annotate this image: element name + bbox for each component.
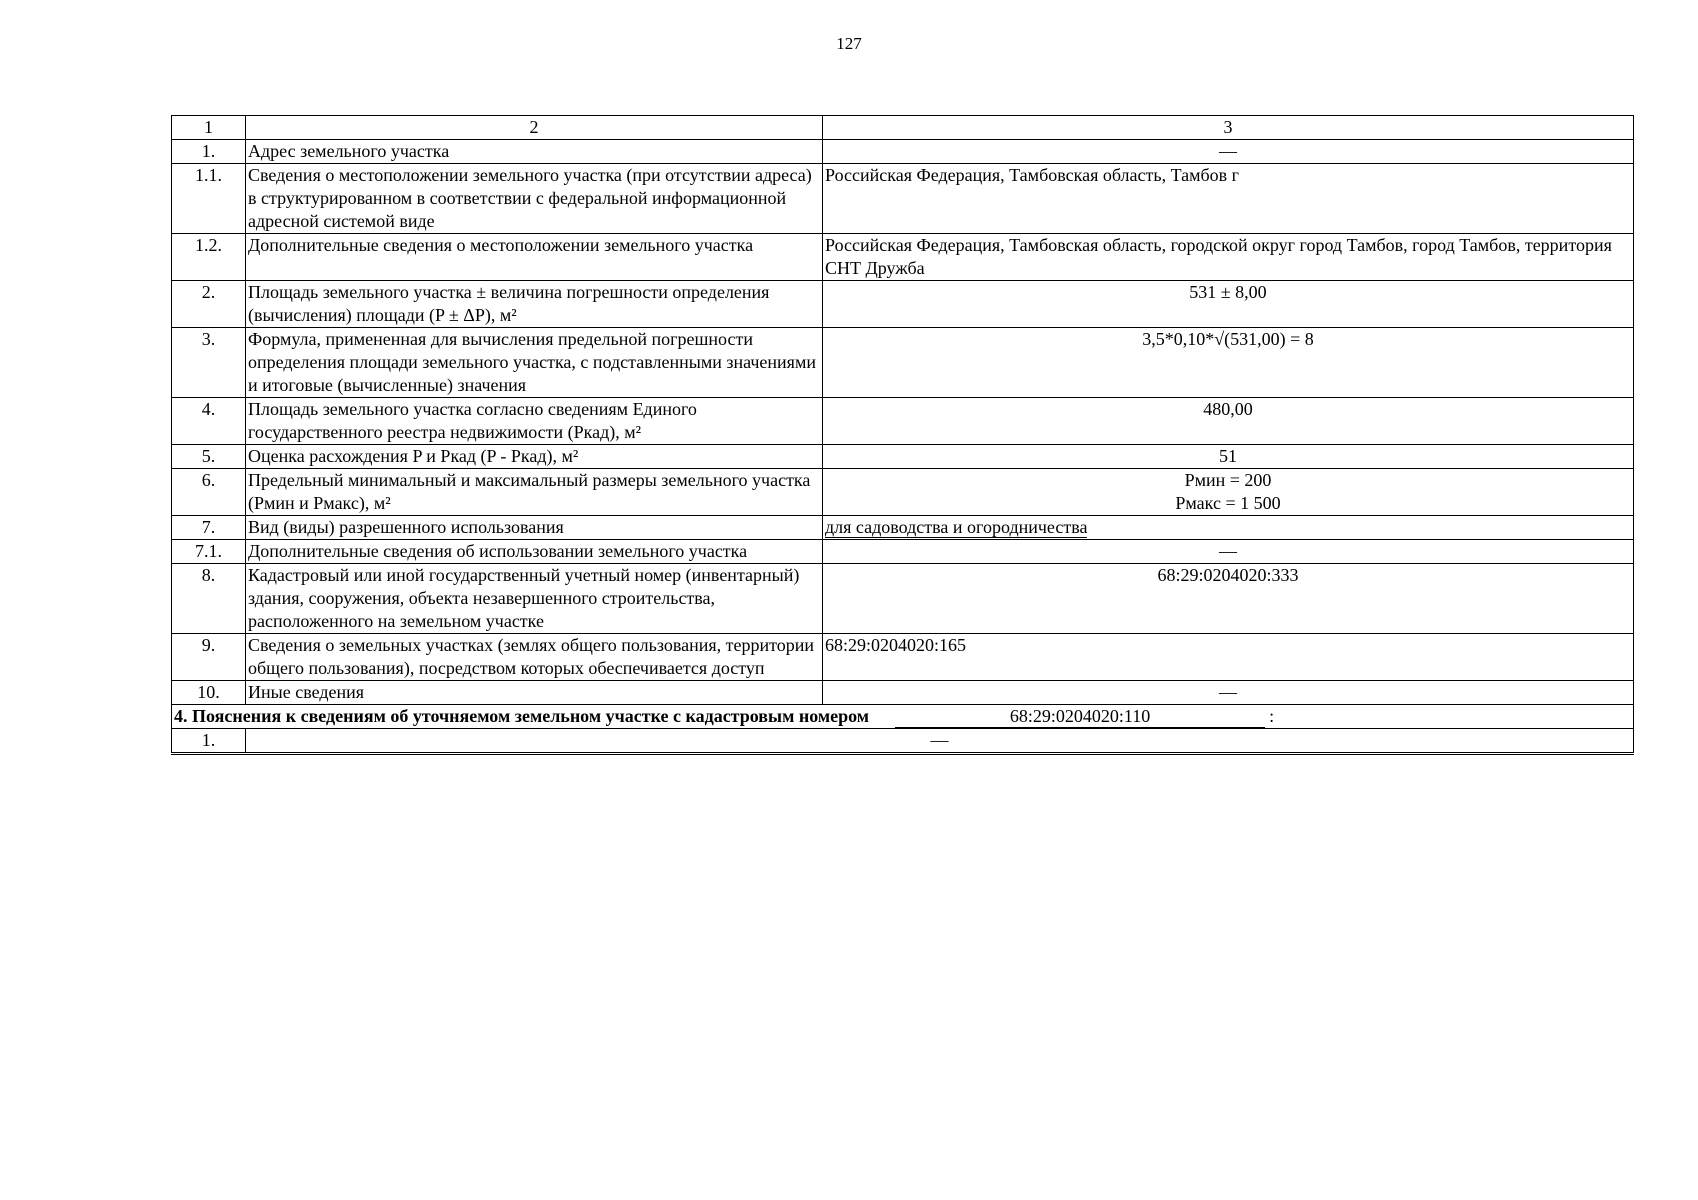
row-number: 10. [172, 681, 246, 705]
row-label: Дополнительные сведения о местоположении земельного участка [246, 234, 823, 281]
table-row [172, 516, 1634, 540]
row-value: 68:29:0204020:333 [823, 564, 1634, 634]
row-label: Оценка расхождения P и Pкад (P - Pкад), м² [246, 445, 823, 469]
row-value: 531 ± 8,00 [823, 281, 1634, 328]
section-4-row-number: 1. [172, 729, 246, 754]
row-number: 1. [172, 140, 246, 164]
row-label: Дополнительные сведения об использовании земельного участка [246, 540, 823, 564]
section-4-title: 4. Пояснения к сведениям об уточняемом земельном участке с кадастровым номером [174, 706, 870, 726]
table-row [172, 398, 1634, 445]
row-label: Площадь земельного участка ± величина погрешности определения (вычисления) площади (P ± ΔP), м² [246, 281, 823, 328]
table-row [172, 564, 1634, 634]
row-value: Pмин = 200 Pмакс = 1 500 [823, 469, 1634, 516]
section-4-header-cell [172, 705, 1634, 729]
row-value: — [823, 540, 1634, 564]
row-label: Сведения о местоположении земельного участка (при отсутствии адреса) в структурированном в соответствии с федеральной информационной адресной системой виде [246, 164, 823, 234]
header-col-3: 3 [823, 116, 1634, 140]
row-value: — [823, 140, 1634, 164]
table-row [172, 540, 1634, 564]
table-row [172, 681, 1634, 705]
row-number: 2. [172, 281, 246, 328]
row-label: Иные сведения [246, 681, 823, 705]
row-number: 6. [172, 469, 246, 516]
row-value: 3,5*0,10*√(531,00) = 8 [823, 328, 1634, 398]
table-row [172, 469, 1634, 516]
section-4-row-value: — [246, 729, 1634, 754]
land-plot-table [171, 115, 1634, 755]
header-col-1: 1 [172, 116, 246, 140]
row-value: Российская Федерация, Тамбовская область, Тамбов г [823, 164, 1634, 234]
row-value: — [823, 681, 1634, 705]
row-number: 1.1. [172, 164, 246, 234]
table-row [172, 445, 1634, 469]
table-row [172, 328, 1634, 398]
row-number: 5. [172, 445, 246, 469]
section-4-header-row [172, 705, 1634, 729]
row-value: 480,00 [823, 398, 1634, 445]
table-row [172, 140, 1634, 164]
table-row [172, 164, 1634, 234]
row-label: Кадастровый или иной государственный учетный номер (инвентарный) здания, сооружения, объекта незавершенного строительства, расположенного на земельном участке [246, 564, 823, 634]
row-number: 3. [172, 328, 246, 398]
header-col-2: 2 [246, 116, 823, 140]
row-label: Площадь земельного участка согласно сведениям Единого государственного реестра недвижимости (Pкад), м² [246, 398, 823, 445]
row-number: 9. [172, 634, 246, 681]
row-value-cell [823, 516, 1634, 540]
row-number: 7. [172, 516, 246, 540]
table-row [172, 634, 1634, 681]
row-label: Предельный минимальный и максимальный размеры земельного участка (Pмин и Pмакс), м² [246, 469, 823, 516]
row-label: Сведения о земельных участках (землях общего пользования, территории общего пользования), посредством которых обеспечивается доступ [246, 634, 823, 681]
section-4-cadastral-number: 68:29:0204020:110 [895, 706, 1265, 728]
row-number: 4. [172, 398, 246, 445]
row-value: 68:29:0204020:165 [823, 634, 1634, 681]
row-value: Российская Федерация, Тамбовская область, городской округ город Тамбов, город Тамбов, территория СНТ Дружба [823, 234, 1634, 281]
table-header-row [172, 116, 1634, 140]
table-row [172, 234, 1634, 281]
row-label: Формула, примененная для вычисления предельной погрешности определения площади земельного участка, с подставленными значениями и итоговые (вычисленные) значения [246, 328, 823, 398]
page-number: 127 [836, 34, 862, 53]
row-label: Вид (виды) разрешенного использования [246, 516, 823, 540]
row-value: 51 [823, 445, 1634, 469]
row-value: для садоводства и огородничества [825, 517, 1088, 537]
section-4-colon: : [1269, 706, 1275, 726]
row-number: 1.2. [172, 234, 246, 281]
table-row [172, 729, 1634, 754]
table-row [172, 281, 1634, 328]
row-label: Адрес земельного участка [246, 140, 823, 164]
row-number: 8. [172, 564, 246, 634]
row-number: 7.1. [172, 540, 246, 564]
